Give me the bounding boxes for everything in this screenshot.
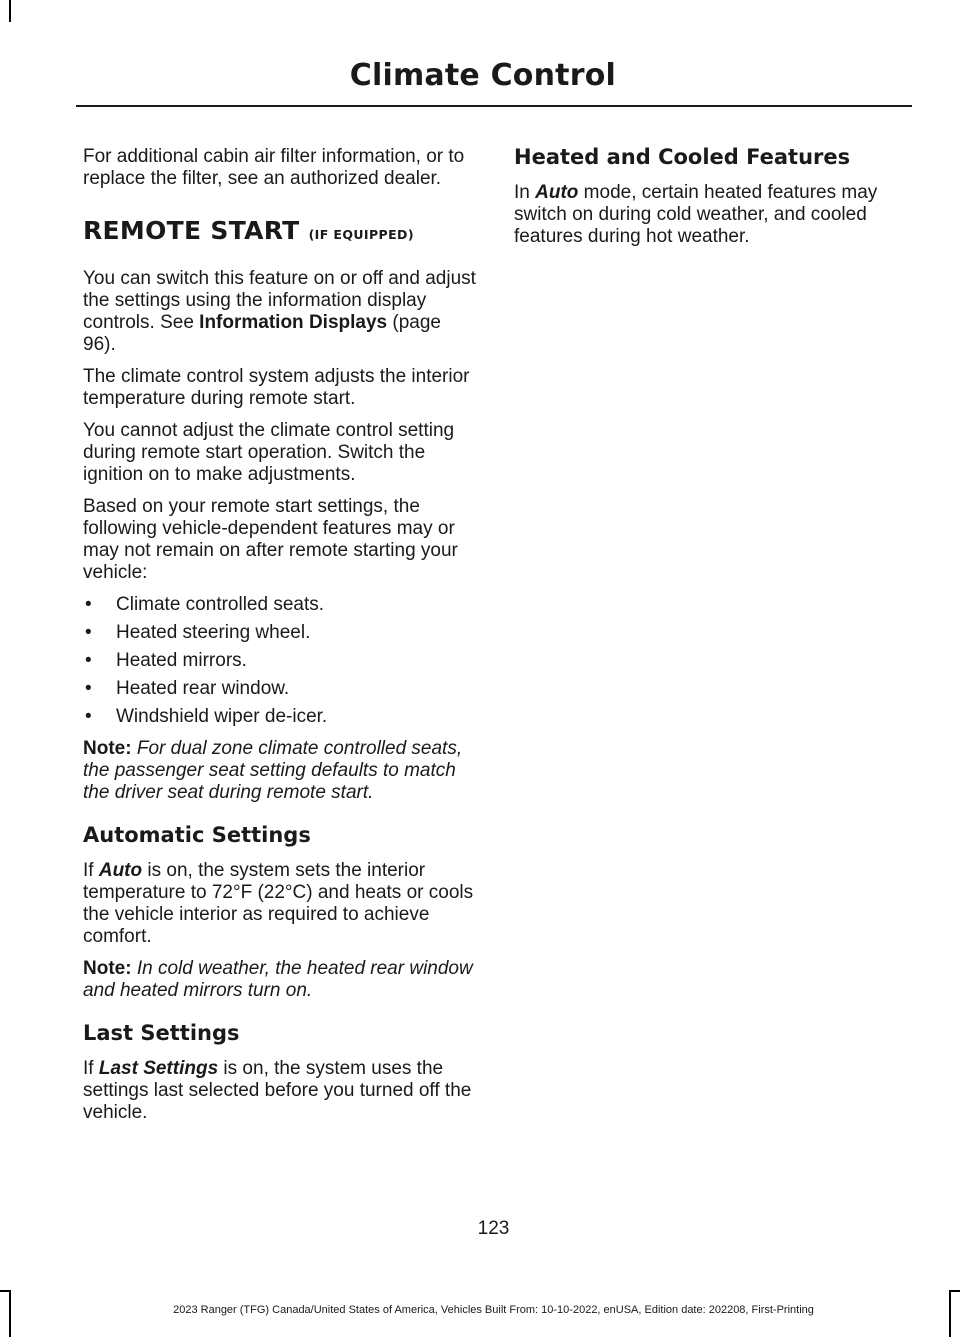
auto-term: Auto xyxy=(98,860,143,881)
crop-mark-bottom-right-h xyxy=(949,1290,960,1292)
cabin-filter-paragraph: For additional cabin air filter information, or to replace the filter, see an authorized dealer. xyxy=(83,146,465,189)
last-pre: If xyxy=(83,1058,99,1079)
remote-start-heading xyxy=(83,216,478,246)
note-label: Note: xyxy=(83,958,132,979)
page-number: 123 xyxy=(477,1218,510,1239)
list-item-text: Climate controlled seats. xyxy=(116,594,325,615)
hc-post: mode, certain heated features may switch on during cold weather, and cooled features during hot weather. xyxy=(514,182,878,247)
last-post: is on, the system uses the settings last selected before you turned off the vehicle. xyxy=(83,1058,472,1123)
heated-cooled-paragraph xyxy=(514,182,909,248)
left-column xyxy=(83,146,478,1134)
bullet-icon: • xyxy=(85,678,92,699)
page-title: Climate Control xyxy=(349,58,616,93)
remote-start-heading-text: REMOTE START xyxy=(83,216,300,245)
footer-text: 2023 Ranger (TFG) Canada/United States of America, Vehicles Built From: 10-10-2022, enUSA, Edition date: 202208, First-Printing xyxy=(173,1304,814,1316)
header-divider xyxy=(76,105,912,107)
list-item-text: Heated mirrors. xyxy=(116,650,247,671)
list-item xyxy=(83,594,478,616)
crop-mark-bottom-left-h xyxy=(0,1290,11,1292)
p1-page-ref: (page 96). xyxy=(83,312,441,355)
last-settings-paragraph xyxy=(83,1058,478,1124)
hc-pre: In xyxy=(514,182,536,203)
remote-start-paragraph-1 xyxy=(83,268,478,356)
information-displays-link[interactable]: Information Displays xyxy=(199,312,388,333)
list-item xyxy=(83,622,478,644)
remote-start-paragraph-4: Based on your remote start settings, the following vehicle-dependent features may or may not remain on after remote starting your vehicle: xyxy=(83,496,458,583)
right-column xyxy=(514,146,909,258)
auto-pre: If xyxy=(83,860,99,881)
bullet-icon: • xyxy=(85,706,92,727)
hc-term: Auto xyxy=(535,182,579,203)
remote-start-note xyxy=(83,738,478,804)
bullet-icon: • xyxy=(85,594,92,615)
note-text: In cold weather, the heated rear window and heated mirrors turn on. xyxy=(83,958,473,1001)
last-term: Last Settings xyxy=(98,1058,219,1079)
list-item-text: Heated steering wheel. xyxy=(116,622,311,643)
automatic-settings-paragraph xyxy=(83,860,478,948)
last-settings-heading: Last Settings xyxy=(83,1021,240,1045)
list-item xyxy=(83,706,478,728)
crop-mark-top-left xyxy=(9,0,11,22)
list-item-text: Windshield wiper de-icer. xyxy=(116,706,328,727)
remote-start-heading-suffix: (IF EQUIPPED) xyxy=(308,227,414,242)
remote-start-paragraph-2: The climate control system adjusts the interior temperature during remote start. xyxy=(83,366,470,409)
note-text: For dual zone climate controlled seats, the passenger seat setting defaults to match the driver seat during remote start. xyxy=(83,738,463,803)
list-item xyxy=(83,650,478,672)
automatic-settings-heading: Automatic Settings xyxy=(83,823,311,847)
automatic-settings-note xyxy=(83,958,478,1002)
bullet-icon: • xyxy=(85,622,92,643)
list-item-text: Heated rear window. xyxy=(116,678,290,699)
feature-list xyxy=(83,594,478,728)
auto-post: is on, the system sets the interior temperature to 72°F (22°C) and heats or cools the vehicle interior as required to achieve comfort. xyxy=(83,860,474,947)
p1-text: You can switch this feature on or off and adjust the settings using the information display controls. See xyxy=(83,268,476,333)
note-label: Note: xyxy=(83,738,132,759)
remote-start-paragraph-3: You cannot adjust the climate control setting during remote start operation. Switch the ignition on to make adjustments. xyxy=(83,420,455,485)
bullet-icon: • xyxy=(85,650,92,671)
list-item xyxy=(83,678,478,700)
heated-cooled-heading: Heated and Cooled Features xyxy=(514,145,851,169)
